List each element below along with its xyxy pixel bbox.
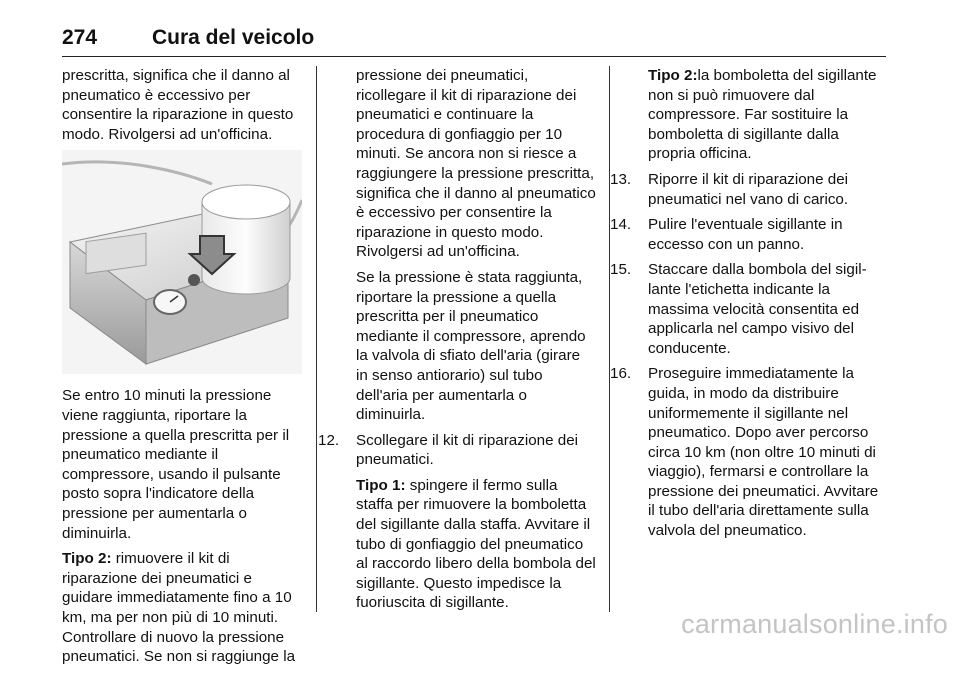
step-14 (610, 215, 888, 254)
paragraph: prescritta, significa che il danno al pneumatico è eccessivo per consentire la riparazione in questo modo. Rivolgersi ad un'officina. (62, 67, 294, 143)
step-text: Proseguire immediatamente la guida, in modo da distribuire uniformemente il sigillante nel pneumatico. Dopo aver percorso circa 10 km (non oltre 10 minuti di viaggio), fermarsi e controllare la pressione dei pneumatici. Avvitare il tubo dell'aria direttamente sulla valvola del pneumatico. (648, 365, 879, 540)
paragraph (648, 66, 888, 164)
step-text: Scollegare il kit di riparazione dei pneumatici. (356, 431, 579, 469)
step-12 (318, 431, 596, 619)
step-number: 15. (610, 261, 632, 279)
step-text: Staccare dalla bombola del sigillante l'etichetta indicante la massima velocità consentita ed applicarla nel campo visivo del conducente. (648, 261, 867, 357)
step-number: 16. (610, 365, 632, 383)
paragraph: Se la pressione è stata raggiunta, riportare la pressione a quella prescritta per il pneumatico mediante il compressore, aprendo la valvola di sfiato dell'aria (girare in senso antiorario) sul tubo dell'aria per aumentarla o diminuirla. (356, 268, 586, 424)
page-header (62, 26, 886, 57)
step-13 (610, 170, 888, 209)
paragraph: pressione dei pneumatici, ricollegare il kit di riparazione dei pneumatici e continuare la procedura di gonfiaggio per 10 minuti. Se ancora non si riesce a raggiungere la pressione prescritta, significa che il danno al pneumatico è eccessivo per consentire la riparazione in questo modo. Rivolgersi ad un'officina. (356, 67, 596, 261)
column-divider (316, 66, 317, 612)
type-1-text: spingere il fermo sulla staffa per rimuovere la bomboletta del sigillante dalla staffa. Avvitare il tubo di gonfiaggio del pneumatico al raccordo libero della bombola del sigillante. Questo impedisce la fuoriuscita di sigillante. (356, 476, 596, 612)
page-number: 274 (62, 26, 98, 49)
type-2-label: Tipo 2: (648, 67, 698, 84)
column-1 (62, 66, 302, 673)
step-15 (610, 260, 888, 358)
step-number: 12. (318, 431, 340, 449)
step-number: 13. (610, 170, 632, 188)
step-text: Riporre il kit di riparazione dei pneumatici nel vano di carico. (648, 170, 849, 208)
paragraph (62, 549, 302, 667)
type-2-text: rimuovere il kit di riparazione dei pneumatici e guidare immediatamente fino a 10 km, ma per non più di 10 minuti. Controllare di nuovo la pressione pneumatici. Se non si raggiunge la (62, 550, 296, 666)
type-1-label: Tipo 1: (356, 476, 406, 494)
column-2 (318, 66, 596, 625)
step-number: 14. (610, 216, 632, 234)
step-text: Pulire l'eventuale sigillante in eccesso con un panno. (648, 216, 843, 253)
tyre-repair-kit-illustration (62, 150, 302, 374)
step-16 (610, 364, 888, 540)
compressor-icon (62, 150, 302, 374)
type-2-label: Tipo 2: (62, 550, 112, 568)
watermark: carmanualsonline.info (681, 609, 948, 639)
paragraph (356, 476, 596, 613)
column-3 (610, 66, 888, 547)
type-2-text: la bomboletta del sigillante non si può rimuovere dal compressore. Far sostituire la bomboletta di sigillante dalla propria officina. (648, 67, 877, 163)
paragraph: Se entro 10 minuti la pressione viene raggiunta, riportare la pressione a quella prescritta per il pneumatico mediante il compressore, usando il pulsante posto sopra l'indicatore della pressione per aumentarla o diminuirla. (62, 387, 290, 542)
section-title: Cura del veicolo (152, 26, 315, 49)
